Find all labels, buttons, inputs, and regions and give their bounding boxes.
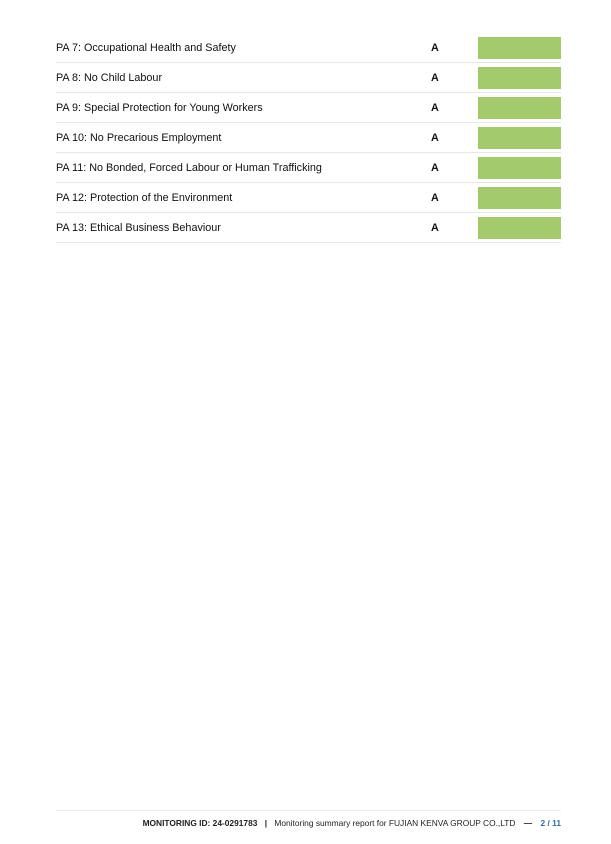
rating-row-pa13	[56, 213, 561, 243]
rating-row-label: PA 12: Protection of the Environment	[56, 192, 233, 204]
rating-row-pa10	[56, 123, 561, 153]
performance-area-ratings	[56, 33, 561, 243]
monitoring-id-value: 24-0291783	[212, 818, 258, 828]
rating-row-pa12	[56, 183, 561, 213]
rating-row-pa11	[56, 153, 561, 183]
rating-grade: A	[431, 192, 439, 204]
rating-color-swatch	[478, 217, 561, 239]
monitoring-id-label: MONITORING ID:	[142, 818, 211, 828]
rating-grade: A	[431, 222, 439, 234]
rating-grade: A	[431, 42, 439, 54]
rating-grade: A	[431, 102, 439, 114]
rating-color-swatch	[478, 97, 561, 119]
rating-color-swatch	[478, 37, 561, 59]
rating-color-swatch	[478, 67, 561, 89]
footer-dash: —	[523, 818, 533, 828]
rating-color-swatch	[478, 187, 561, 209]
page-footer	[143, 818, 561, 829]
footer-divider	[56, 810, 561, 811]
report-title: Monitoring summary report for FUJIAN KENVA GROUP CO.,LTD	[274, 818, 516, 828]
rating-row-label: PA 13: Ethical Business Behaviour	[56, 222, 221, 234]
rating-color-swatch	[478, 157, 561, 179]
page-indicator: 2 / 11	[540, 818, 561, 828]
rating-row-pa7	[56, 33, 561, 63]
rating-row-label: PA 8: No Child Labour	[56, 72, 163, 84]
footer-separator: |	[264, 818, 268, 828]
rating-grade: A	[431, 132, 439, 144]
rating-row-label: PA 9: Special Protection for Young Workers	[56, 102, 263, 114]
rating-row-label: PA 7: Occupational Health and Safety	[56, 42, 236, 54]
rating-color-swatch	[478, 127, 561, 149]
rating-row-pa8	[56, 63, 561, 93]
rating-row-pa9	[56, 93, 561, 123]
rating-row-label: PA 11: No Bonded, Forced Labour or Human Trafficking	[56, 162, 322, 174]
rating-row-label: PA 10: No Precarious Employment	[56, 132, 222, 144]
rating-grade: A	[431, 162, 439, 174]
rating-grade: A	[431, 72, 439, 84]
